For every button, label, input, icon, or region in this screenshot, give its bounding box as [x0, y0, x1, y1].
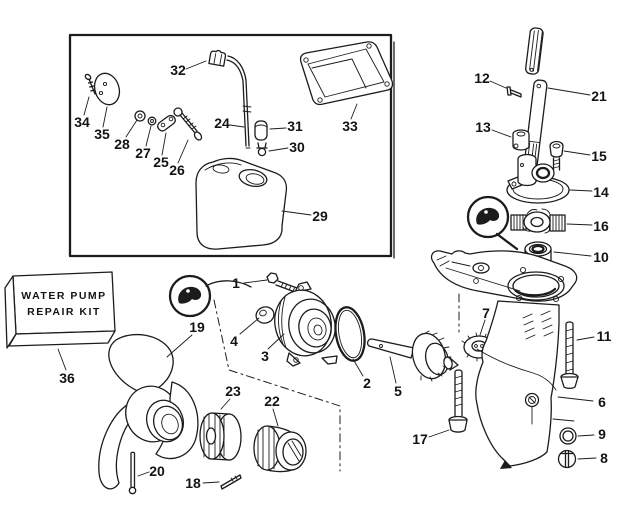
part-2-o-ring [332, 305, 369, 363]
callout-17 [412, 430, 449, 447]
kit-box-line1: WATER PUMP [21, 290, 107, 302]
part-13-drive-bushing [513, 130, 529, 150]
part-25-link-clip [158, 116, 176, 132]
callout-35 [94, 107, 110, 142]
callout-20-label: 20 [149, 463, 165, 479]
callout-36 [58, 349, 75, 386]
callout-23 [221, 383, 241, 409]
callout-27 [135, 126, 151, 161]
part-8-drain-plug [559, 451, 576, 468]
callout-21 [548, 88, 607, 104]
callout-2-label: 2 [363, 375, 371, 391]
callout-16 [567, 218, 609, 234]
callout-8-label: 8 [600, 450, 608, 466]
callout-24 [214, 115, 244, 131]
callout-13 [475, 119, 511, 137]
callout-32 [170, 61, 206, 78]
part-1-housing-screw [267, 273, 297, 292]
callout-20 [138, 463, 165, 479]
callout-26 [169, 140, 188, 178]
callout-6 [558, 394, 606, 410]
callout-4 [230, 318, 259, 349]
part-29-exhaust-housing [196, 158, 286, 249]
callout-22 [264, 393, 280, 426]
callout-16-label: 16 [593, 218, 609, 234]
callout-5 [390, 357, 402, 399]
callout-30 [269, 139, 305, 155]
callout-4-label: 4 [230, 333, 238, 349]
callout-31 [270, 118, 303, 134]
part-31-grommet [255, 121, 267, 140]
callout-12 [474, 70, 506, 88]
part-28-washer [135, 111, 145, 121]
callout-5-label: 5 [394, 383, 402, 399]
callout-29-label: 29 [312, 208, 328, 224]
callout-24-label: 24 [214, 115, 230, 131]
part-17-pinion-bolt [449, 370, 467, 432]
callout-28 [114, 120, 137, 152]
callout-11 [577, 328, 612, 344]
callout-14-label: 14 [593, 184, 609, 200]
callout-27-label: 27 [135, 145, 151, 161]
part-30-fitting [257, 143, 267, 156]
callout-25-label: 25 [153, 154, 169, 170]
part-32-tube-clamp [209, 49, 226, 66]
callout-34-label: 34 [74, 114, 90, 130]
callout-28-label: 28 [114, 136, 130, 152]
callout-7-label: 7 [482, 305, 490, 321]
impeller-key-detail-right [468, 197, 517, 249]
part-26-pivot-screw [174, 108, 203, 141]
part-23-clutch-gear [200, 413, 241, 460]
part-12-set-screw [507, 87, 521, 97]
callout-31-label: 31 [287, 118, 303, 134]
callout-8 [578, 450, 608, 466]
part-20-cotter-pin [129, 452, 135, 493]
part-3-pump-housing [269, 282, 340, 366]
callout-14 [570, 184, 609, 200]
part-33-cover-gasket [301, 42, 393, 105]
callout-30-label: 30 [289, 139, 305, 155]
part-18-shear-pin [221, 475, 241, 489]
callout-15-label: 15 [591, 148, 607, 164]
callout-18 [185, 475, 219, 491]
callout-10 [554, 249, 609, 265]
callout-3-label: 3 [261, 348, 269, 364]
callout-1-label: 1 [232, 275, 240, 291]
callout-18-label: 18 [185, 475, 201, 491]
callout-25 [153, 133, 169, 170]
part-5-propeller-shaft-gear [368, 330, 458, 383]
callout-10-label: 10 [593, 249, 609, 265]
part-9-drain-washer [560, 428, 576, 444]
callout-15 [564, 148, 607, 164]
callout-11-label: 11 [596, 328, 612, 344]
callout-17-label: 17 [412, 431, 428, 447]
part-4-seal-bushing [254, 304, 276, 325]
callout-35-label: 35 [94, 126, 110, 142]
callout-9-label: 9 [598, 426, 606, 442]
callout-7 [480, 305, 490, 335]
callout-34 [74, 97, 90, 130]
callout-23-label: 23 [225, 383, 241, 399]
callout-2 [353, 359, 371, 391]
callout-32-label: 32 [170, 62, 186, 78]
callout-29 [282, 208, 328, 224]
part-24-water-tube [227, 56, 251, 148]
part-35-cover-plate [91, 70, 124, 108]
part-34-screw [84, 73, 95, 94]
part-22-propeller-hub [254, 426, 306, 472]
callout-19 [167, 319, 205, 357]
callout-12-label: 12 [474, 70, 490, 86]
part-11-stud-bolt [561, 322, 578, 388]
callout-19-label: 19 [189, 319, 205, 335]
callout-33 [342, 104, 358, 134]
part-16-impeller [511, 209, 565, 233]
callout-21-label: 21 [591, 88, 607, 104]
callout-9 [578, 426, 606, 442]
callout-36-label: 36 [59, 370, 75, 386]
part-15-housing-bolt [550, 142, 563, 170]
callout-22-label: 22 [264, 393, 280, 409]
callout-33-label: 33 [342, 118, 358, 134]
part-6-gearcase-housing [432, 251, 577, 469]
callout-26-label: 26 [169, 162, 185, 178]
callout-13-label: 13 [475, 119, 491, 135]
callout-6-label: 6 [598, 394, 606, 410]
part-36-repair-kit-box [5, 272, 115, 348]
callout-1 [232, 275, 267, 291]
part-27-washer [148, 117, 156, 125]
kit-box-line2: REPAIR KIT [27, 306, 101, 318]
